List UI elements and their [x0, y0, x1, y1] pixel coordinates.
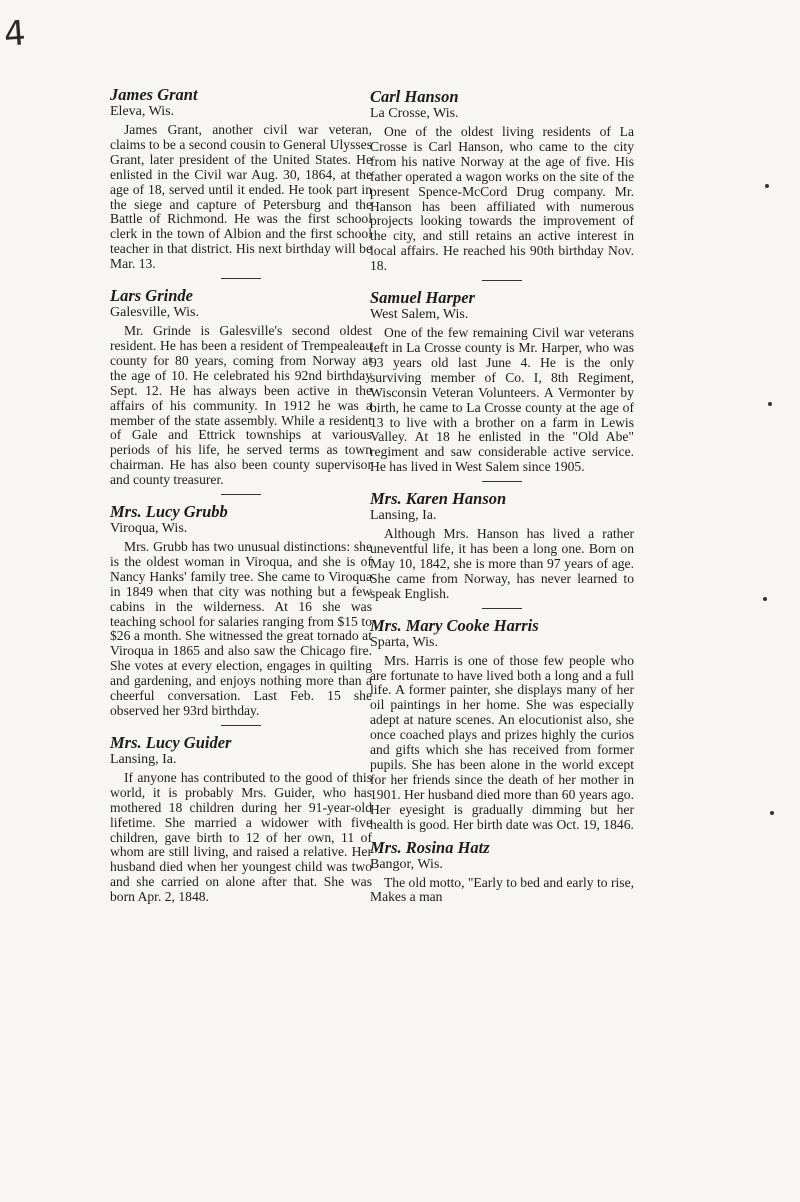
page-number-mark: 4 — [2, 13, 28, 55]
section-divider — [221, 494, 261, 495]
entry-place: Galesville, Wis. — [110, 305, 199, 321]
ink-speck — [768, 402, 772, 406]
obituary-entry — [370, 617, 634, 833]
entry-name: James Grant — [110, 85, 198, 104]
entry-name: Mrs. Rosina Hatz — [370, 837, 490, 857]
obituary-entry — [370, 839, 634, 906]
entry-text: Mrs. Grubb has two unusual distinctions: she is the oldest woman in Viroqua, and she is of Nancy Hanks' family tree. She came to Viroqua in 1849 when that city was nothing but a few cabins in the wilderness. At 16 she was teaching school for salaries ranging from $15 to $26 a month. She witnessed the great tornado at Viroqua in 1865 and also saw the Chicago fire. She votes at every election, engages in quilting and gardening, and enjoys nothing more than a cheerful conversation. Last Feb. 15 she observed her 93rd birthday. — [110, 539, 372, 718]
entry-text: The old motto, "Early to bed and early to rise, Makes a man — [370, 874, 634, 905]
section-divider — [221, 725, 261, 726]
entry-name: Mrs. Mary Cooke Harris — [370, 615, 539, 635]
left-column — [110, 86, 372, 911]
entry-place: Bangor, Wis. — [370, 856, 443, 872]
section-divider — [482, 608, 522, 609]
entry-text: Mr. Grinde is Galesville's second oldest resident. He has been a resident of Trempealeau county for 80 years, coming from Norway at the age of 10. He celebrated his 92nd birthday Sept. 12. He has always been active in the affairs of his community. In 1912 he was a member of the state assembly. While a resident of Gale and Ettrick townships at various periods of his life, he served terms as town chairman. He has also been county supervisor and county treasurer. — [110, 323, 372, 488]
ink-speck — [770, 811, 774, 815]
entry-name: Carl Hanson — [370, 87, 459, 106]
section-divider — [482, 280, 522, 281]
obituary-entry — [370, 88, 634, 274]
entry-name: Mrs. Lucy Guider — [110, 732, 232, 752]
entry-name: Mrs. Lucy Grubb — [110, 502, 228, 522]
entry-place: Eleva, Wis. — [110, 104, 175, 119]
entry-place: La Crosse, Wis. — [370, 106, 459, 121]
entry-place: Viroqua, Wis. — [110, 521, 188, 537]
obituary-entry — [370, 289, 634, 475]
entry-place: West Salem, Wis. — [370, 307, 469, 323]
obituary-entry — [110, 86, 372, 272]
obituary-entry — [370, 490, 634, 602]
entry-text: Although Mrs. Hanson has lived a rather uneventful life, it has been a long one. Born on May 10, 1842, she is more than 97 years of age. She came from Norway, has never learned to speak English. — [370, 526, 634, 601]
entry-place: Lansing, Ia. — [370, 508, 437, 524]
section-divider — [482, 481, 522, 482]
obituary-entry — [110, 734, 372, 905]
ink-speck — [763, 597, 767, 601]
entry-text: One of the few remaining Civil war veterans left in La Crosse county is Mr. Harper, who was 93 years old last June 4. He is the only surviving member of Co. I, 8th Regiment, Wisconsin Veteran Volunteers. A Vermonter by birth, he came to La Crosse county at the age of 13 to live with a brother on a farm in Lewis Valley. At 18 he enlisted in the "Old Abe" regiment and saw considerable active service. He has lived in West Salem since 1905. — [370, 325, 634, 475]
entry-text: One of the oldest living residents of La Crosse is Carl Hanson, who came to the city from his native Norway at the age of five. His father operated a wagon works on the site of the present Spence-McCord Drug company. Mr. Hanson has been affiliated with numerous projects looking towards the improvement of the city, and still retains an active interest in local affairs. He reached his 90th birthday Nov. 18. — [370, 124, 634, 274]
right-column — [370, 88, 634, 911]
entry-place: Sparta, Wis. — [370, 634, 439, 650]
entry-text: James Grant, another civil war veteran, claims to be a second cousin to General Ulysses Grant, later president of the United States. He enlisted in the Civil war Aug. 30, 1864, at the age of 18, served until it ended. He took part in the siege and capture of Petersburg and the Battle of Richmond. He was the first school clerk in the town of Albion and the first school teacher in that district. His next birthday will be Mar. 13. — [110, 122, 372, 272]
entry-name: Lars Grinde — [110, 286, 193, 306]
obituary-entry — [110, 503, 372, 719]
entry-name: Samuel Harper — [370, 288, 475, 308]
entry-name: Mrs. Karen Hanson — [370, 489, 507, 509]
ink-speck — [765, 184, 769, 188]
entry-text: If anyone has contributed to the good of this world, it is probably Mrs. Guider, who has mothered 18 children during her 91-year-old lifetime. She married a widower with five children, gave birth to 12 of her own, 11 of whom are still living, and raised a relative. Her husband died when her youngest child was two and she carried on alone after that. She was born Apr. 2, 1848. — [110, 769, 372, 905]
obituary-entry — [110, 287, 372, 488]
entry-text: Mrs. Harris is one of those few people who are fortunate to have lived both a long and a full life. A former painter, she displays many of her oil paintings in her home. She was especially adept at nature scenes. An elocutionist also, she once coached plays and prizes highly the curios and gifts which she has received from former pupils. She has been alone in the world except for her friends since the death of her mother in 1901. Her husband died more than 60 years ago. Her eyesight is gradually dimming but her health is good. Her birth date was Oct. 19, 1846. — [370, 652, 634, 832]
entry-place: Lansing, Ia. — [110, 751, 177, 767]
section-divider — [221, 278, 261, 279]
